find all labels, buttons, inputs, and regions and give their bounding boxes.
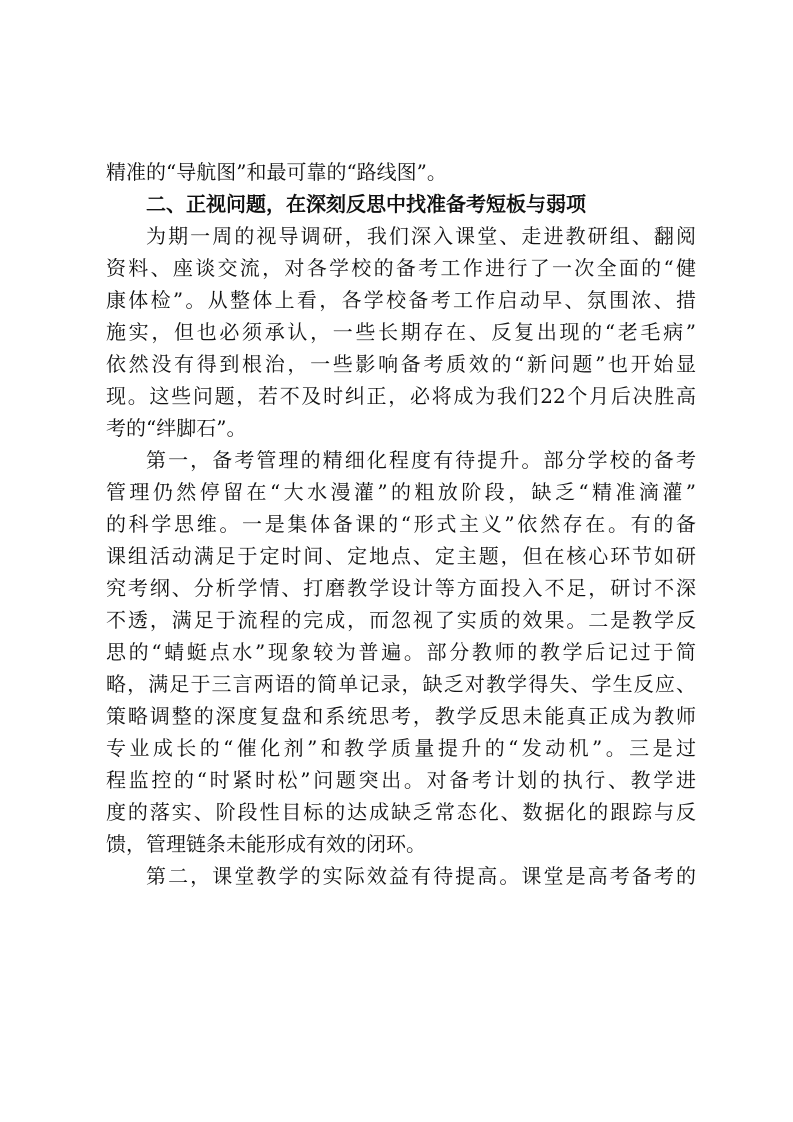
text-line: 施实，但也必须承认，一些长期存在、反复出现的“老毛病” xyxy=(106,320,696,344)
text-line: 现。这些问题，若不及时纠正，必将成为我们22个月后决胜高 xyxy=(106,384,696,408)
text-line: 依然没有得到根治，一些影响备考质效的“新问题”也开始显 xyxy=(106,352,696,376)
text-line: 精准的“导航图”和最可靠的“路线图”。 xyxy=(106,160,447,184)
text-line: 略，满足于三言两语的简单记录，缺乏对教学得失、学生反应、 xyxy=(106,672,696,696)
text-line: 第一，备考管理的精细化程度有待提升。部分学校的备考 xyxy=(146,448,696,472)
text-line: 不透，满足于流程的完成，而忽视了实质的效果。二是教学反 xyxy=(106,608,696,632)
document-page xyxy=(106,156,696,892)
text-line: 课组活动满足于定时间、定地点、定主题，但在核心环节如研 xyxy=(106,544,696,568)
section-heading: 二、正视问题，在深刻反思中找准备考短板与弱项 xyxy=(146,192,586,216)
text-line: 考的“绊脚石”。 xyxy=(106,416,247,440)
text-line: 专业成长的“催化剂”和教学质量提升的“发动机”。三是过 xyxy=(106,736,696,760)
text-line: 为期一周的视导调研，我们深入课堂、走进教研组、翻阅 xyxy=(146,224,696,248)
text-line: 思的“蜻蜓点水”现象较为普遍。部分教师的教学后记过于简 xyxy=(106,640,696,664)
text-line: 程监控的“时紧时松”问题突出。对备考计划的执行、教学进 xyxy=(106,768,696,792)
text-line: 策略调整的深度复盘和系统思考，教学反思未能真正成为教师 xyxy=(106,704,696,728)
text-line: 第二，课堂教学的实际效益有待提高。课堂是高考备考的 xyxy=(146,864,696,888)
text-line: 究考纲、分析学情、打磨教学设计等方面投入不足，研讨不深 xyxy=(106,576,696,600)
text-line: 康体检”。从整体上看，各学校备考工作启动早、氛围浓、措 xyxy=(106,288,696,312)
text-line: 度的落实、阶段性目标的达成缺乏常态化、数据化的跟踪与反 xyxy=(106,800,696,824)
text-line: 资料、座谈交流，对各学校的备考工作进行了一次全面的“健 xyxy=(106,256,696,280)
text-line: 的科学思维。一是集体备课的“形式主义”依然存在。有的备 xyxy=(106,512,696,536)
text-line: 馈，管理链条未能形成有效的闭环。 xyxy=(106,832,426,856)
text-line: 管理仍然停留在“大水漫灌”的粗放阶段，缺乏“精准滴灌” xyxy=(106,480,696,504)
